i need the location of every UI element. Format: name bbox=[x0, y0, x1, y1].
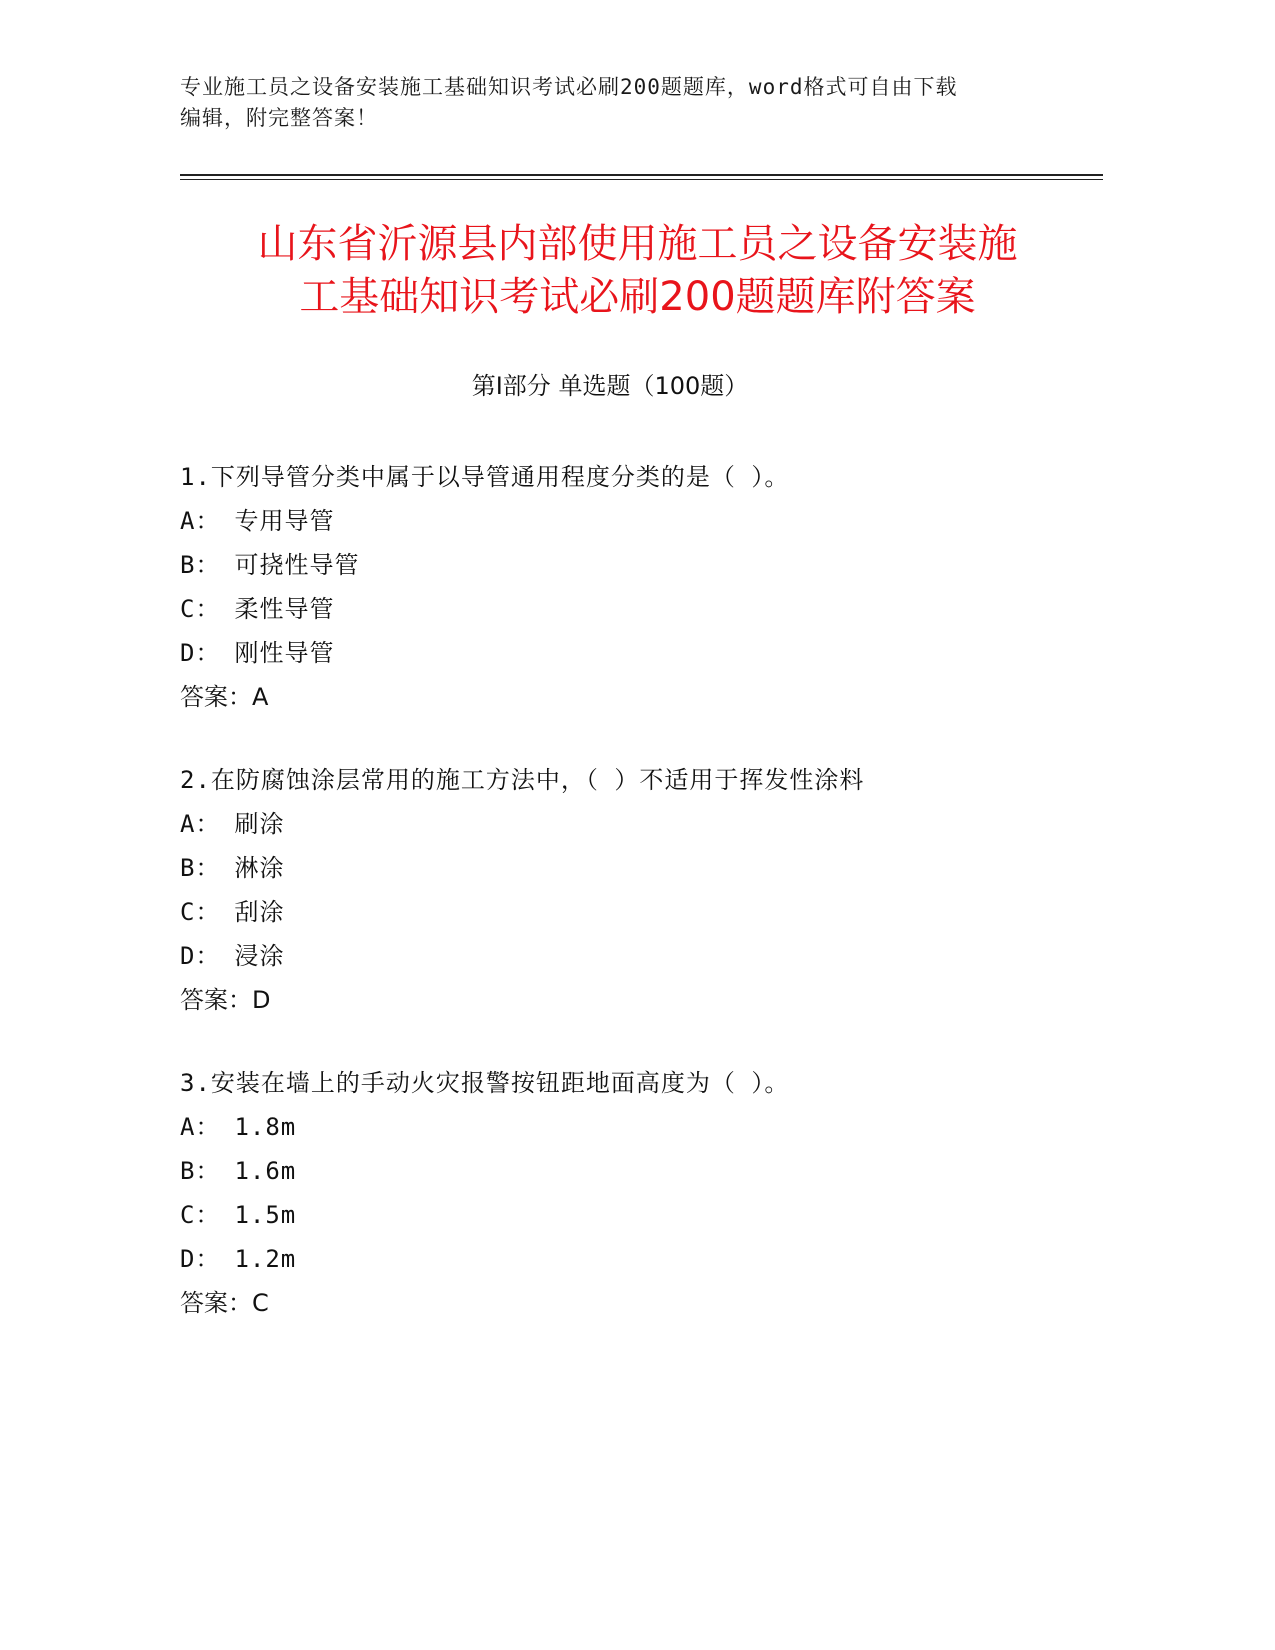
header-note bbox=[180, 72, 1040, 134]
option-key: A： bbox=[180, 1113, 221, 1141]
option-text: 1.2m bbox=[234, 1245, 297, 1273]
option-a bbox=[180, 499, 1080, 543]
answer-line: 答案：C bbox=[180, 1289, 269, 1317]
option-b bbox=[180, 1149, 1080, 1193]
option-text: 刮涂 bbox=[234, 898, 285, 926]
option-text: 1.6m bbox=[234, 1157, 297, 1185]
option-d bbox=[180, 631, 1080, 675]
option-key: C： bbox=[180, 1201, 221, 1229]
question-1 bbox=[180, 455, 1080, 719]
option-key: B： bbox=[180, 551, 221, 579]
option-text: 浸涂 bbox=[234, 942, 285, 970]
option-c bbox=[180, 587, 1080, 631]
option-key: C： bbox=[180, 898, 221, 926]
option-c bbox=[180, 1193, 1080, 1237]
option-text: 可挠性导管 bbox=[234, 551, 360, 579]
document-title-line-2: 工基础知识考试必刷200题题库附答案 bbox=[299, 274, 976, 320]
header-divider-thin bbox=[180, 179, 1103, 180]
question-2 bbox=[180, 758, 1080, 1022]
document-title bbox=[160, 218, 1115, 324]
question-3 bbox=[180, 1061, 1080, 1325]
option-b bbox=[180, 543, 1080, 587]
option-key: B： bbox=[180, 854, 221, 882]
question-stem: 2.在防腐蚀涂层常用的施工方法中，（ ）不适用于挥发性涂料 bbox=[180, 766, 865, 794]
header-divider-thick bbox=[180, 174, 1103, 176]
option-key: B： bbox=[180, 1157, 221, 1185]
option-text: 1.5m bbox=[234, 1201, 297, 1229]
option-key: C： bbox=[180, 595, 221, 623]
option-key: A： bbox=[180, 810, 221, 838]
option-a bbox=[180, 1105, 1080, 1149]
option-text: 专用导管 bbox=[234, 507, 335, 535]
header-note-line-2: 编辑，附完整答案！ bbox=[180, 106, 378, 130]
option-key: D： bbox=[180, 1245, 221, 1273]
option-text: 刷涂 bbox=[234, 810, 285, 838]
answer-line: 答案：D bbox=[180, 986, 271, 1014]
document-title-line-1: 山东省沂源县内部使用施工员之设备安装施 bbox=[257, 221, 1018, 267]
option-b bbox=[180, 846, 1080, 890]
option-a bbox=[180, 802, 1080, 846]
header-note-line-1: 专业施工员之设备安装施工基础知识考试必刷200题题库，word格式可自由下载 bbox=[180, 75, 958, 99]
option-text: 刚性导管 bbox=[234, 639, 335, 667]
option-key: A： bbox=[180, 507, 221, 535]
option-d bbox=[180, 1237, 1080, 1281]
section-title: 第Ⅰ部分 单选题（100题） bbox=[471, 372, 749, 400]
option-key: D： bbox=[180, 942, 221, 970]
question-stem: 1.下列导管分类中属于以导管通用程度分类的是（ ）。 bbox=[180, 463, 790, 491]
option-d bbox=[180, 934, 1080, 978]
question-list bbox=[180, 455, 1080, 1364]
answer-line: 答案：A bbox=[180, 683, 269, 711]
option-key: D： bbox=[180, 639, 221, 667]
option-text: 柔性导管 bbox=[234, 595, 335, 623]
option-c bbox=[180, 890, 1080, 934]
option-text: 1.8m bbox=[234, 1113, 297, 1141]
option-text: 淋涂 bbox=[234, 854, 285, 882]
question-stem: 3.安装在墙上的手动火灾报警按钮距地面高度为（ ）。 bbox=[180, 1069, 790, 1097]
